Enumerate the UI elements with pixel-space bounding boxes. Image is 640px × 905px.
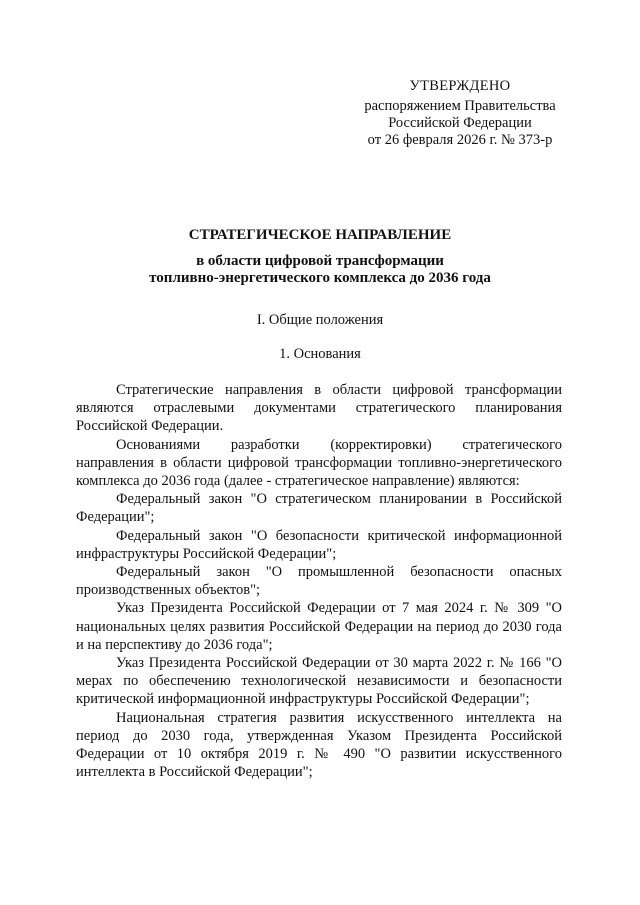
approval-block [340, 78, 580, 149]
document-title-main: СТРАТЕГИЧЕСКОЕ НАПРАВЛЕНИЕ [188, 227, 452, 243]
paragraph: Стратегические направления в области цифровой трансформации являются отраслевыми документами стратегического планирования Российской Федерации. [76, 382, 562, 435]
paragraph: Национальная стратегия развития искусственного интеллекта на период до 2030 года, утвержденная Указом Президента Российской Федерации от 10 октября 2019 г. № 490 "О развитии искусственного интеллекта в Российской Федерации"; [76, 709, 562, 781]
paragraph: Федеральный закон "О стратегическом планировании в Российской Федерации"; [76, 491, 562, 526]
paragraph: Основаниями разработки (корректировки) стратегического направления в области цифровой трансформации топливно-энергетического комплекса до 2036 года (далее - стратегическое направление) являются: [76, 436, 562, 490]
document-title [60, 225, 580, 287]
paragraph: Федеральный закон "О безопасности критической информационной инфраструктуры Российской Федерации"; [76, 527, 562, 562]
section-heading: I. Общие положения [256, 312, 384, 328]
approval-stamp: УТВЕРЖДЕНО [409, 78, 511, 94]
approval-line-1: распоряжением Правительства [364, 98, 556, 114]
approval-line-2: Российской Федерации [388, 115, 532, 131]
document-title-sub-2: топливно-энергетического комплекса до 2036 года [149, 270, 491, 286]
section-subheading: 1. Основания [279, 346, 361, 362]
paragraph: Федеральный закон "О промышленной безопасности опасных производственных объектов"; [76, 564, 562, 599]
document-title-sub-1: в области цифровой трансформации [196, 253, 444, 269]
paragraph: Указ Президента Российской Федерации от 30 марта 2022 г. № 166 "О мерах по обеспечению технологической независимости и безопасности критической информационной инфраструктуры Российской Федерации"; [76, 655, 562, 708]
document-body [76, 381, 562, 781]
paragraph: Указ Президента Российской Федерации от 7 мая 2024 г. № 309 "О национальных целях развития Российской Федерации на период до 2030 года и на перспективу до 2036 года"; [76, 600, 562, 653]
approval-line-3: от 26 февраля 2026 г. № 373-р [367, 132, 553, 148]
